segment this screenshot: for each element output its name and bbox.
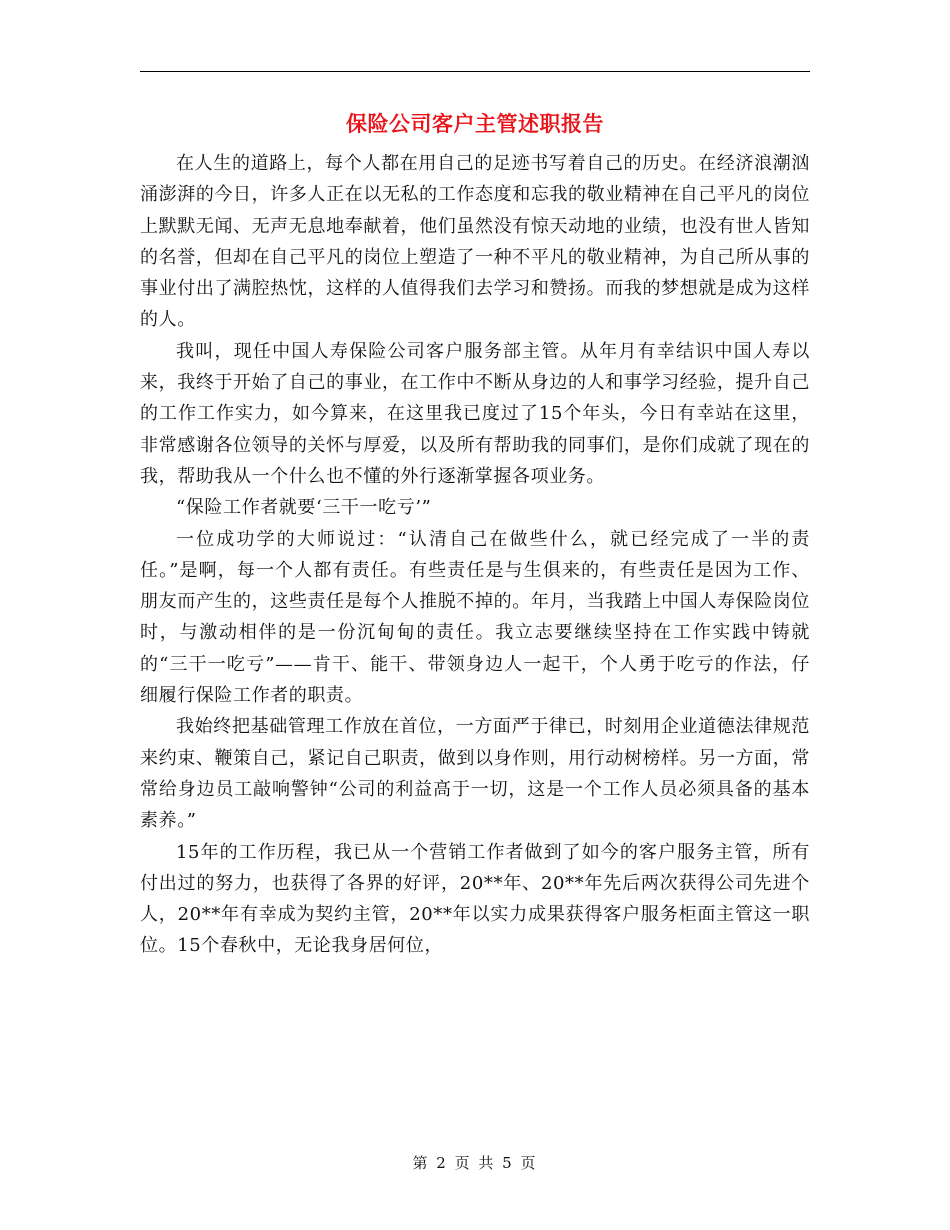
paragraph-intro: 在人生的道路上，每个人都在用自己的足迹书写着自己的历史。在经济浪潮汹涌澎湃的今日，许多人正在以无私的工作态度和忘我的敬业精神在自己平凡的岗位上默默无闻、无声无息地奉献着，他们虽然没有惊天动地的业绩，也没有世人皆知的名誉，但却在自己平凡的岗位上塑造了一种不平凡的敬业精神，为自己所从事的事业付出了满腔热忱，这样的人值得我们去学习和赞扬。而我的梦想就是成为这样的人。 [140,153,810,331]
page-number-footer: 第 2 页 共 5 页 [412,1154,538,1172]
header-rule [140,71,810,72]
paragraph-self-introduction: 我叫，现任中国人寿保险公司客户服务部主管。从年月有幸结识中国人寿以来，我终于开始了自己的事业，在工作中不断从身边的人和事学习经验，提升自己的工作工作实力，如今算来，在这里我已度过了15个年头，今日有幸站在这里，非常感谢各位领导的关怀与厚爱，以及所有帮助我的同事们，是你们成就了现在的我，帮助我从一个什么也不懂的外行逐渐掌握各项业务。 [140,340,810,487]
paragraph-career: 15年的工作历程，我已从一个营销工作者做到了如今的客户服务主管，所有付出过的努力，也获得了各界的好评，20**年、20**年先后两次获得公司先进个人，20**年有幸成为契约主管，20**年以实力成果获得客户服务柜面主管这一职位。15个春秋中，无论我身居何位， [140,841,810,957]
paragraph-section-heading: “保险工作者就要‘三干一吃亏’” [176,497,432,519]
document-body [140,148,810,962]
paragraph-management: 我始终把基础管理工作放在首位，一方面严于律已，时刻用企业道德法律规范来约束、鞭策自己，紧记自己职责，做到以身作则，用行动树榜样。另一方面，常常给身边员工敲响警钟“公司的利益高于一切，这是一个工作人员必须具备的基本素养。” [140,716,810,832]
document-title: 保险公司客户主管述职报告 [346,111,604,136]
paragraph-responsibility: 一位成功学的大师说过：“认清自己在做些什么，就已经完成了一半的责任。”是啊，每一个人都有责任。有些责任是与生俱来的，有些责任是因为工作、朋友而产生的，这些责任是每个人推脱不掉的。年月，当我踏上中国人寿保险岗位时，与激动相伴的是一份沉甸甸的责任。我立志要继续坚持在工作实践中铸就的“三干一吃亏”——肯干、能干、带领身边人一起干，个人勇于吃亏的作法，仔细履行保险工作者的职责。 [140,528,810,707]
